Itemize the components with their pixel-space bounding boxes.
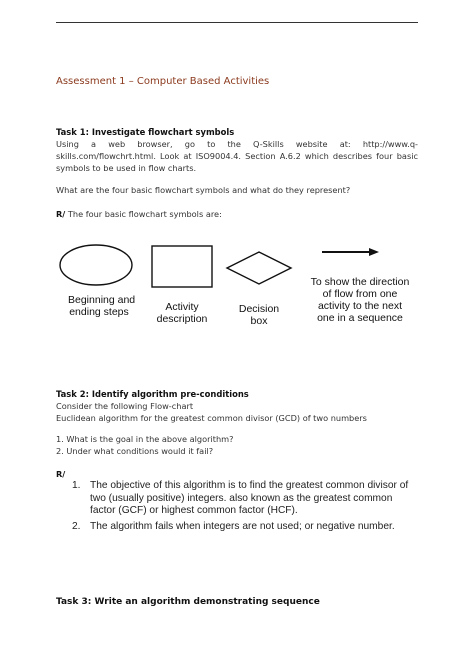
symbol-label-line: activity to the next (317, 300, 403, 312)
answer-number: 2. (72, 520, 81, 532)
symbol-label-arrow (304, 276, 416, 324)
symbol-label-line: Activity (165, 301, 199, 313)
task2-answer-list (56, 480, 418, 536)
symbol-label-line: one in a sequence (317, 312, 403, 324)
symbol-label-decision (234, 303, 284, 327)
decision-diamond-symbol (227, 252, 291, 284)
task1-question: What are the four basic flowchart symbols and what do they represent? (56, 185, 351, 195)
response-text: The four basic flowchart symbols are: (65, 209, 222, 219)
task2-line: Euclidean algorithm for the greatest common divisor (GCD) of two numbers (56, 413, 367, 423)
document-heading: Assessment 1 – Computer Based Activities (56, 76, 270, 87)
task2-title: Task 2: Identify algorithm pre-conditions (56, 389, 249, 399)
flowchart-symbols-figure (56, 238, 418, 338)
symbol-label-process (152, 301, 212, 325)
task1-instructions: Using a web browser, go to the Q-Skills website at: http://www.q-skills.com/flowchrt.html. Look at ISO9004.4. Section A.6.2 which describes four basic symbols to be used in flow charts. (56, 139, 418, 173)
task2-line: Consider the following Flow-chart (56, 401, 194, 411)
symbol-label-line: Beginning and (68, 294, 136, 306)
task1-title: Task 1: Investigate flowchart symbols (56, 127, 235, 137)
symbol-label-line: box (250, 315, 268, 327)
task2-question: 1. What is the goal in the above algorithm? (56, 434, 234, 444)
header-rule (56, 22, 418, 23)
symbol-label-line: description (156, 313, 208, 325)
terminator-ellipse-symbol (60, 245, 132, 285)
answer-text: The objective of this algorithm is to find the greatest common divisor of two (usually positive) integers. also known as the greatest common factor (GCF) or highest common factor (HCF). (90, 480, 409, 517)
task2-response-label: R/ (56, 469, 66, 479)
process-rectangle-symbol (152, 246, 212, 287)
task1-response (56, 209, 222, 219)
answer-number: 1. (72, 480, 81, 491)
answer-item (56, 480, 418, 518)
task3-title: Task 3: Write an algorithm demonstrating sequence (56, 597, 320, 607)
flow-arrow-symbol (322, 248, 379, 256)
task2-question: 2. Under what conditions would it fail? (56, 446, 214, 456)
symbol-label-line: Decision (238, 303, 280, 315)
response-label: R/ (56, 209, 66, 219)
symbol-label-line: To show the direction (310, 276, 410, 288)
symbol-label-line: ending steps (69, 306, 129, 318)
answer-item (56, 521, 418, 534)
symbol-label-terminator (68, 294, 136, 318)
answer-text: The algorithm fails when integers are not used; or negative number. (90, 520, 395, 532)
symbol-label-line: of flow from one (322, 288, 398, 300)
